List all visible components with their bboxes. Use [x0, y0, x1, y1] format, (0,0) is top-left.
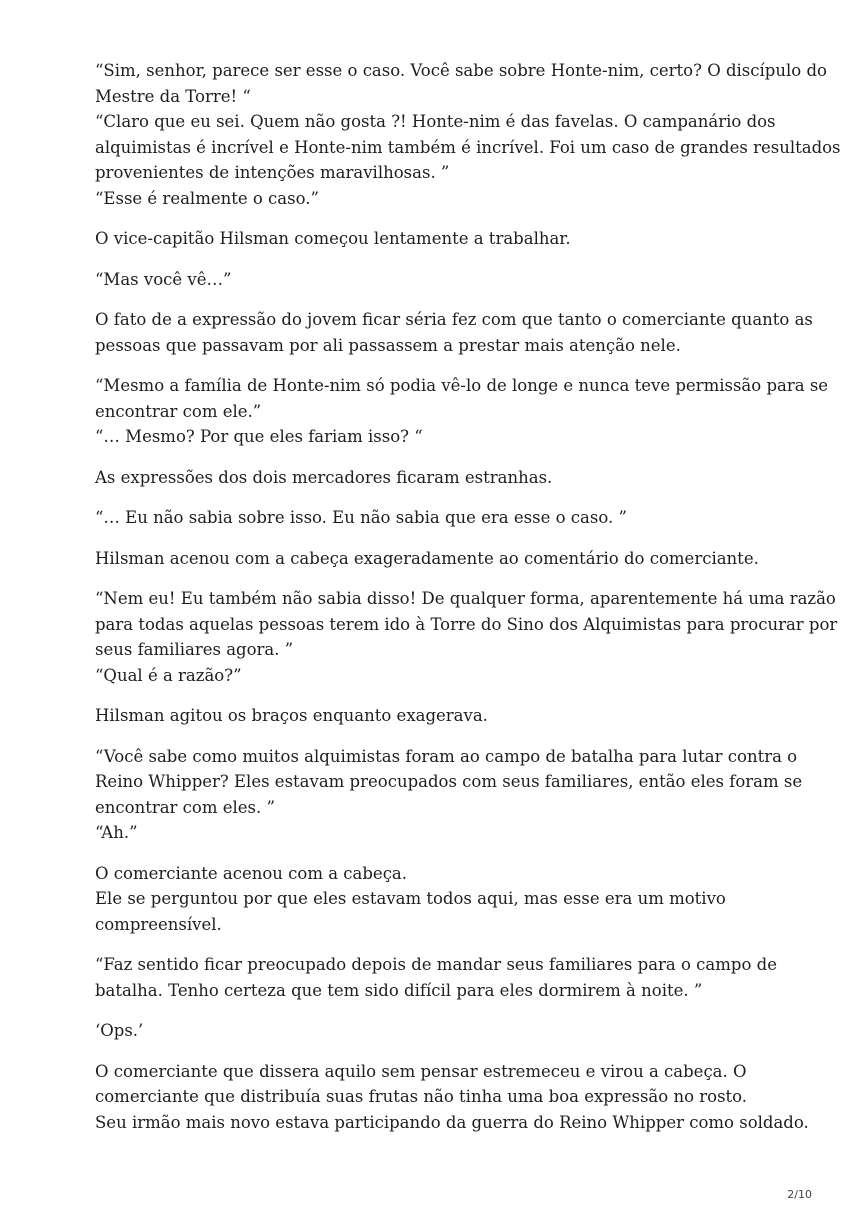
- paragraph-5: [95, 373, 829, 450]
- paragraph-13: [95, 952, 795, 1003]
- text-line: Reino Whipper? Eles estavam preocupados com seus familiares, então eles foram se: [95, 772, 803, 791]
- text-line: encontrar com ele.”: [95, 401, 262, 421]
- text-line: ‘Ops.’: [95, 1021, 144, 1040]
- text-line: para todas aquelas pessoas terem ido à Torre do Sino dos Alquimistas para procurar por: [95, 614, 838, 634]
- text-line: “Esse é realmente o caso.”: [95, 188, 319, 208]
- text-line: O comerciante que dissera aquilo sem pensar estremeceu e virou a cabeça. O: [95, 1061, 747, 1081]
- text-line: “… Eu não sabia sobre isso. Eu não sabia que era esse o caso. ”: [95, 508, 627, 527]
- paragraph-2: [95, 226, 795, 252]
- text-line: O fato de a expressão do jovem ficar séria fez com que tanto o comerciante quanto as: [95, 310, 813, 329]
- text-line: O comerciante acenou com a cabeça.: [95, 863, 408, 883]
- paragraph-6: [95, 465, 795, 491]
- document-body: [95, 58, 841, 1150]
- paragraph-11: [95, 744, 803, 846]
- paragraph-4: [95, 307, 813, 358]
- page-number: 2/10: [787, 1188, 812, 1201]
- text-line: “Você sabe como muitos alquimistas foram ao campo de batalha para lutar contra o: [95, 746, 798, 766]
- paragraph-7: [95, 505, 795, 531]
- paragraph-15: [95, 1059, 809, 1136]
- text-line: batalha. Tenho certeza que tem sido difícil para eles dormirem à noite. ”: [95, 980, 703, 1000]
- text-line: “Qual é a razão?”: [95, 665, 242, 685]
- text-line: provenientes de intenções maravilhosas. ”: [95, 163, 450, 182]
- text-line: comerciante que distribuía suas frutas não tinha uma boa expressão no rosto.: [95, 1087, 748, 1106]
- text-line: “Mas você vê…”: [95, 269, 232, 289]
- paragraph-3: [95, 267, 795, 293]
- paragraph-9: [95, 586, 838, 688]
- paragraph-12: [95, 861, 795, 938]
- text-line: Hilsman agitou os braços enquanto exagerava.: [95, 706, 488, 725]
- text-line: alquimistas é incrível e Honte-nim também é incrível. Foi um caso de grandes resultados: [95, 137, 841, 157]
- text-line: “Nem eu! Eu também não sabia disso! De qualquer forma, aparentemente há uma razão: [95, 589, 836, 608]
- text-line: Hilsman acenou com a cabeça exageradamente ao comentário do comerciante.: [95, 548, 759, 568]
- text-line: “Sim, senhor, parece ser esse o caso. Você sabe sobre Honte-nim, certo? O discípulo do: [95, 61, 827, 80]
- text-line: Seu irmão mais novo estava participando da guerra do Reino Whipper como soldado.: [95, 1112, 809, 1132]
- text-line: Ele se perguntou por que eles estavam todos aqui, mas esse era um motivo: [95, 889, 726, 908]
- text-line: “Claro que eu sei. Quem não gosta ?! Honte-nim é das favelas. O campanário dos: [95, 112, 776, 131]
- text-line: “… Mesmo? Por que eles fariam isso? “: [95, 427, 423, 446]
- paragraph-14: [95, 1018, 795, 1044]
- text-line: Mestre da Torre! “: [95, 86, 251, 106]
- paragraph-8: [95, 546, 795, 572]
- text-line: encontrar com eles. ”: [95, 797, 275, 817]
- text-line: As expressões dos dois mercadores ficaram estranhas.: [95, 467, 553, 487]
- text-line: O vice-capitão Hilsman começou lentamente a trabalhar.: [95, 229, 571, 248]
- text-line: “Mesmo a família de Honte-nim só podia vê-lo de longe e nunca teve permissão para se: [95, 376, 829, 395]
- text-line: “Faz sentido ficar preocupado depois de mandar seus familiares para o campo de: [95, 955, 777, 974]
- paragraph-1: [95, 58, 841, 211]
- paragraph-10: [95, 703, 795, 729]
- text-line: “Ah.”: [95, 823, 138, 842]
- text-line: pessoas que passavam por ali passassem a prestar mais atenção nele.: [95, 335, 681, 355]
- text-line: compreensível.: [95, 914, 222, 934]
- text-line: seus familiares agora. ”: [95, 640, 294, 659]
